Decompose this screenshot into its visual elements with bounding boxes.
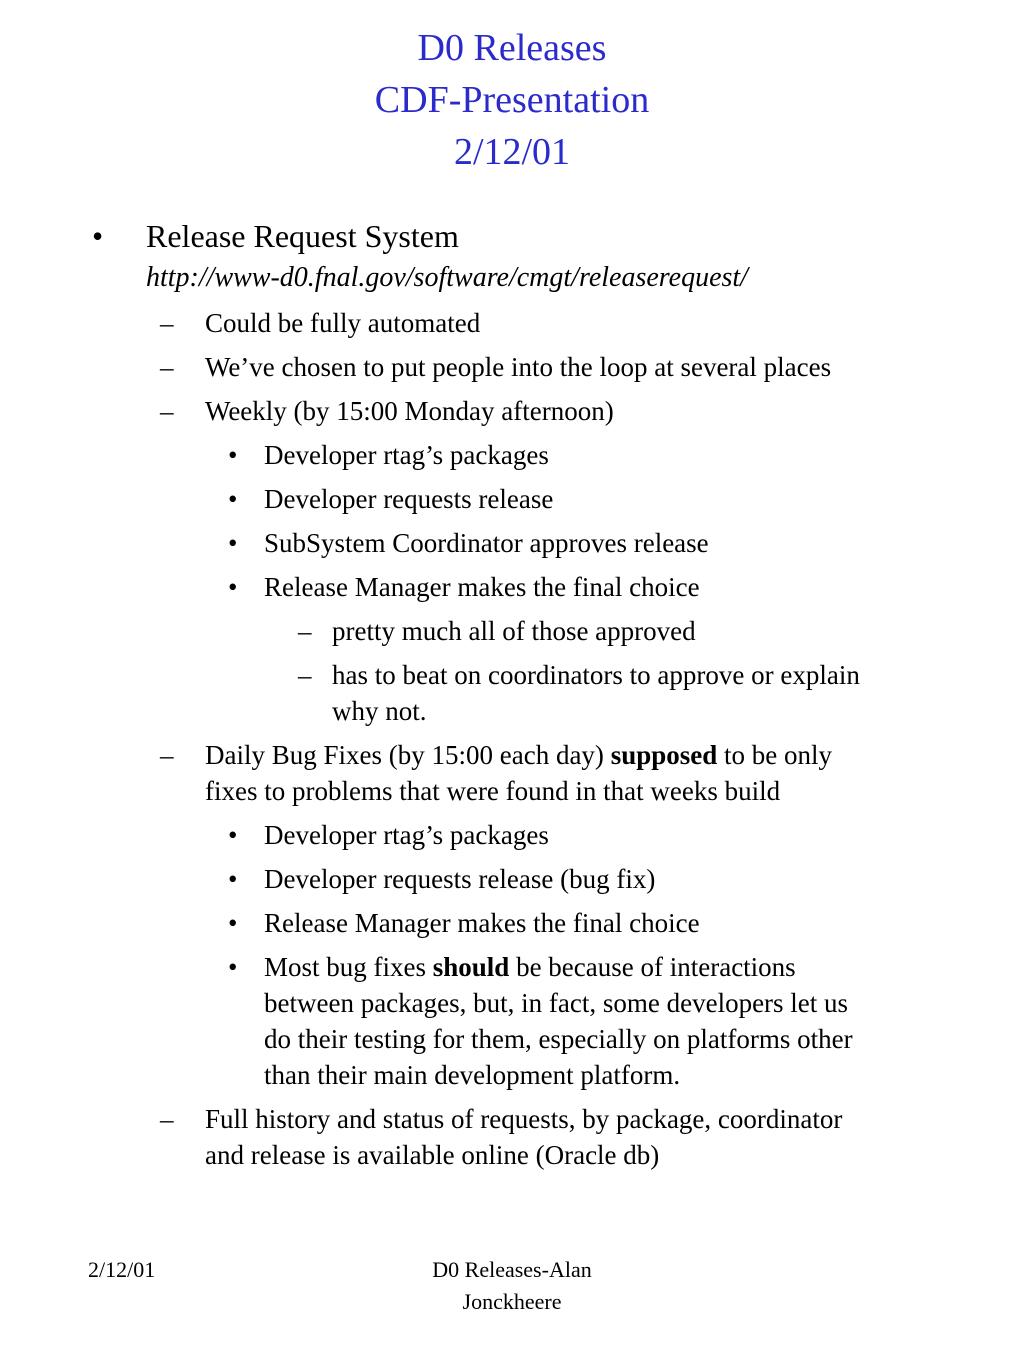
item-fully-automated: Could be fully automated (205, 308, 481, 338)
footer-center-line2: Jonckheere (462, 1289, 562, 1314)
dash-marker: – (160, 740, 174, 770)
dash-marker: – (298, 660, 312, 690)
daily-text-pre: Daily Bug Fixes (by 15:00 each day) (205, 740, 611, 770)
sub-bullet-marker: • (228, 952, 238, 982)
daily-item-request: Developer requests release (bug fix) (264, 864, 656, 894)
sub-bullet-marker: • (228, 440, 238, 470)
daily-item-most-fixes-line3: do their testing for them, especially on platforms other (264, 1024, 853, 1054)
most-fixes-post: be because of interactions (509, 952, 796, 982)
daily-item-most-fixes (264, 952, 796, 983)
most-fixes-pre: Most bug fixes (264, 952, 433, 982)
sub-bullet-marker: • (228, 572, 238, 602)
manager-note-beat-line2: why not. (332, 696, 427, 726)
dash-marker: – (160, 396, 174, 426)
daily-item-most-fixes-line2: between packages, but, in fact, some developers let us (264, 988, 849, 1018)
daily-item-rtag: Developer rtag’s packages (264, 820, 549, 850)
weekly-item-request: Developer requests release (264, 484, 554, 514)
weekly-item-manager: Release Manager makes the final choice (264, 572, 700, 602)
title-line-2: CDF-Presentation (374, 79, 650, 121)
manager-note-beat-line1: has to beat on coordinators to approve or explain (332, 660, 860, 690)
item-daily-bug-fixes-line2: fixes to problems that were found in that weeks build (205, 776, 781, 806)
daily-item-most-fixes-line4: than their main development platform. (264, 1060, 681, 1090)
daily-emphasis-supposed: supposed (610, 740, 718, 770)
title-line-3: 2/12/01 (453, 131, 571, 173)
sub-bullet-marker: • (228, 528, 238, 558)
weekly-item-coordinator: SubSystem Coordinator approves release (264, 528, 709, 558)
sub-bullet-marker: • (228, 864, 238, 894)
sub-bullet-marker: • (228, 820, 238, 850)
weekly-item-rtag: Developer rtag’s packages (264, 440, 549, 470)
footer-center-line1: D0 Releases-Alan (432, 1257, 592, 1282)
item-history-line2: and release is available online (Oracle db) (205, 1140, 660, 1170)
item-history-line1: Full history and status of requests, by package, coordinator (205, 1104, 843, 1134)
sub-bullet-marker: • (228, 908, 238, 938)
item-people-in-loop: We’ve chosen to put people into the loop at several places (205, 352, 832, 382)
title-line-1: D0 Releases (417, 27, 607, 69)
main-bullet-heading: Release Request System (146, 218, 459, 254)
item-daily-bug-fixes (205, 740, 832, 771)
dash-marker: – (160, 352, 174, 382)
sub-bullet-marker: • (228, 484, 238, 514)
dash-marker: – (298, 616, 312, 646)
daily-text-post: to be only (717, 740, 833, 770)
most-fixes-emphasis-should: should (432, 952, 510, 982)
manager-note-approved: pretty much all of those approved (332, 616, 696, 646)
bullet-marker: • (92, 218, 104, 254)
dash-marker: – (160, 1104, 174, 1134)
footer-center (412, 1254, 612, 1318)
daily-item-manager: Release Manager makes the final choice (264, 908, 700, 938)
release-request-url[interactable]: http://www-d0.fnal.gov/software/cmgt/releaserequest/ (146, 262, 748, 293)
item-weekly: Weekly (by 15:00 Monday afternoon) (205, 396, 614, 426)
dash-marker: – (160, 308, 174, 338)
footer-date: 2/12/01 (88, 1257, 156, 1282)
